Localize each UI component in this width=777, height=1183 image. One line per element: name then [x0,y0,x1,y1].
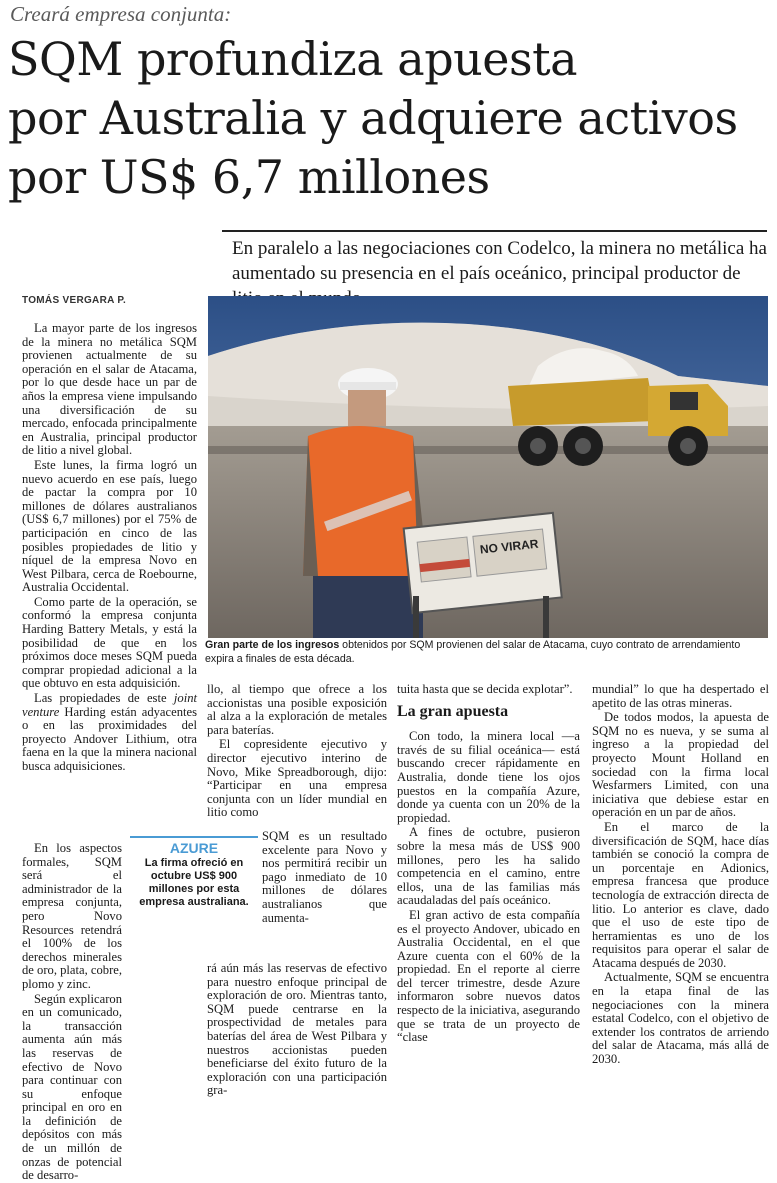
caption-lead: Gran parte de los ingresos [205,639,340,651]
paragraph-5: En los aspectos formales, SQM será el administrador de la empresa conjunta, pero Novo Resources retendrá el 100% de los derechos minerales de oro, plata, cobre, plomo y zinc. [22,841,123,991]
lead-paragraph: En paralelo a las negociaciones con Codelco, la minera no metálica ha aumentado su presencia en el país oceánico, principal productor de [232,238,767,284]
pull-quote-title: AZURE [169,840,219,856]
pull-quote-text: La firma ofreció en octubre US$ 900 millones por esta empresa australiana. [139,857,249,908]
paragraph-6: Según explicaron en un comunicado, la transacción aumenta aún más las reservas de efectivo de Novo para continuar con su enfoque principal en oro en la definición de depósitos con más de un millón de onzas de potencial de desarro- [22,991,122,1183]
paragraph-15: En el marco de la diversificación de SQM, hace días también se conoció la compra de un porcentaje en Adionics, empresa francesa que produce tecnología de extracción directa de litio. Lo anterior es clave, dado que el uso de este tipo de herramientas es uno de los requisitos para operar el salar de Atacama después de 2030. [592,819,769,970]
headline-line-3: por US$ 6,7 millones [8,150,490,204]
lead-divider [222,230,767,232]
headline-line-2: por Australia y adquiere activos [8,91,738,145]
paragraph-3: Como parte de la operación, se conformó la empresa conjunta Harding Battery Metals, y está la posibilidad de que en los próximos doce meses SQM pueda comprar propiedad adicional a la que obtuvo en esta adquisición. [22,594,197,691]
paragraph-14: De todos modos, la apuesta de SQM no es nueva, y se suma al ingreso a la propiedad del proyecto Mount Holland en sociedad con la firma local Wesfarmers Limited, con una iniciativa que debiese estar en operación en un par de años. [592,710,769,820]
caption-text: obtenidos por SQM provienen del salar de Atacama, cuyo contrato de arrendamiento expira a finales de esta década. [205,639,741,665]
byline: TOMÁS VERGARA P. [22,295,127,306]
paragraph-1: La mayor parte de los ingresos de la minera no metálica SQM provienen actualmente de su operación en el salar de Atacama, por lo que desde hace un par de años la empresa viene impulsando una diversificación de su mercado, enfocada principalmente en Australia, principal productor de litio a nivel global. [22,321,197,458]
paragraph-8b: SQM es un resultado excelente para Novo y nos permitirá recibir un pago inmediato de 10 millones de dólares australianos que aumenta- [262,829,387,925]
paragraph-9: tuita hasta que se decida explotar”. [397,682,573,696]
paragraph-10: Con todo, la minera local —a través de su filial oceánica— está buscando crecer rápidamente en Australia, donde tiene los ojos puestos en la compañía Azure, donde ya cuenta con un 20% de la propiedad. [397,729,580,825]
paragraph-8a: El copresidente ejecutivo y director ejecutivo interino de Novo, Mike Spreadborough, dijo: “Participar en una empresa conjunta con un líder mundial en litio como [207,737,387,820]
paragraph-12: El gran activo de esta compañía es el proyecto Andover, ubicado en Australia Occidental, en el que Azure cuenta con el 60% de la propiedad. En el reporte al cierre del tercer trimestre, desde Azure informaron sobre nuevos datos respecto de la iniciativa, asegurando que se trata de un proyecto de “clase [397,907,580,1045]
headline-line-1: SQM profundiza apuesta [8,32,578,86]
mining-photo [208,296,768,638]
article-column-1-lower [22,842,122,1183]
paragraph-7: llo, al tiempo que ofrece a los accionistas una posible exposición al alza a la exploración de metales para baterías. [207,682,387,737]
paragraph-16: Actualmente, SQM se encuentra en la etapa final de las negociaciones con la minera estatal Codelco, con el objetivo de extender los contratos de arriendo del salar de Atacama, más allá de 2030. [592,970,769,1067]
pull-quote [130,836,258,909]
joint-venture-italic: joint venture [22,691,197,719]
subheading: La gran apuesta [397,702,509,720]
paragraph-2: Este lunes, la firma logró un nuevo acuerdo en ese país, luego de pactar la compra por 10 millones de dólares australianos (US$ 6,7 millones) por el 75% de participación en cinco de las posibles propiedades de litio y níquel de la empresa Novo en West Pilbara, cerca de Roebourne, Australia Occidental. [22,457,197,595]
pull-quote-rule [130,836,258,838]
photo-illustration [208,296,768,638]
sign-text: NO VIRAR [479,536,540,557]
article-column-3 [397,683,580,1045]
article-column-4 [592,683,769,1067]
article-column-2-wrap [262,830,387,925]
article-column-1 [22,322,197,774]
article-column-2-lower [207,962,387,1098]
photo-caption [205,639,770,666]
paragraph-8c: rá aún más las reservas de efectivo para nuestro enfoque principal de exploración de oro. Mientras tanto, SQM puede centrarse en la prospectividad de metales para baterías del área de West Pilbara y nuestros accionistas pueden beneficiarse del éxito futuro de la exploración con una participación gra- [207,961,387,1098]
kicker: Creará empresa conjunta: [10,2,232,26]
paragraph-4: Las propiedades de este joint venture Harding están adyacentes o en las proximidades del proyecto Andover Lithium, otra faena en la que la minera nacional busca adquisiciones. [22,691,197,773]
paragraph-11: A fines de octubre, pusieron sobre la mesa más de US$ 900 millones, pero les ha salido competencia en el camino, entre ellos, una de las familias más acaudaladas del país oceánico. [397,825,580,908]
paragraph-13: mundial” lo que ha despertado el apetito de las otras mineras. [592,682,769,710]
headline [8,30,768,207]
article-column-2 [207,683,387,820]
